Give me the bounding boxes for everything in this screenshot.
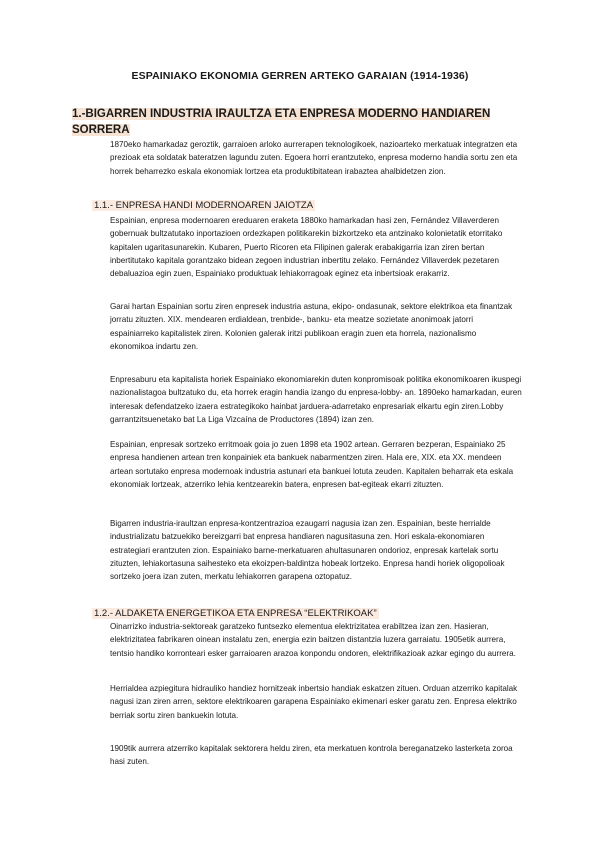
section-1-1-heading: 1.1.- ENPRESA HANDI MODERNOAREN JAIOTZA	[94, 200, 314, 211]
section-1-1-paragraph-2: Garai hartan Espainian sortu ziren enpresek industria astuna, ekipo- ondasunak, sektore elektrikoa eta finantzak jorratu zituzten. XIX. mendearen erdialdean, trenbide-, banku- eta meatze sozietate anonimoak jatorri espainiarreko kapitalistek ziren. Kolonien galerak iritzi publikoan eragin zuen eta horrela, nazionalismo ekonomikoa indartu zen.	[110, 302, 513, 351]
section-1-intro-paragraph: 1870eko hamarkadaz geroztik, garraioen arloko aurrerapen teknologikoek, nazioarteko merkatuak integratzen eta prezioak eta soldatak bateratzen lagundu zuten. Egoera horri erantzuteko, enpresa moderno handia sortu zen eta horrek beharrezko eskala ekonomiak lortzea eta produktibitatean irabaztea ahalbidetzen zion.	[110, 140, 518, 176]
section-1-heading: 1.-BIGARREN INDUSTRIA IRAULTZA ETA ENPRESA MODERNO HANDIAREN SORRERA	[72, 108, 491, 136]
section-1-1-paragraph-1: Espainian, enpresa modernoaren ereduaren eraketa 1880ko hamarkadan hasi zen, Fernández Villaverderen gobernuak bultzatutako inportazioen ordezkapen politikarekin bizkortzeko eta antzinako kolonietatik etorritako kapitalen ugaritasunarekin. Kubaren, Puerto Ricoren eta Filipinen galerak erabakigarria izan ziren bertan inbertitutako kapitala gorantzako bidean zegoen industrian inbertitu zelako. Fernández Villaverdek pezetaren debaluazioa egin zuen, Espainiako produktuak lehiakorragoak eginez eta inbertsioak erakarriz.	[110, 216, 503, 279]
section-1-1-paragraph-3: Enpresaburu eta kapitalista horiek Espainiako ekonomiarekin duten konpromisoak politika ekonomikoaren ikuspegi nazionalistagoa bultzatuko du, eta horrek eragin handia izango du enpresa-lobby- an. 1890eko hamarkadan, euren interesak defendatzeko izaera estrategikoko hainbat jarduera-adarretako enpresariak elkartu egin ziren.Lobby garrantzitsuenetako bat La Liga Vizcaína de Productores (1894) izan zen.	[110, 375, 522, 424]
section-1-2-heading: 1.2.- ALDAKETA ENERGETIKOA ETA ENPRESA “ELEKTRIKOAK”	[94, 608, 377, 619]
document-title: ESPAINIAKO EKONOMIA GERREN ARTEKO GARAIAN (1914-1936)	[131, 70, 469, 82]
section-1-2-paragraph-2: Herrialdea azpiegitura hidrauliko handiez hornitzeak inbertsio handiak eskatzen zituen. Orduan atzerriko kapitalak nagusi izan ziren arren, sektore elektrikoaren garapena Espainiako ekimenari esker garatu zen. Enpresa elektriko berriak sortu ziren bankuekin lotuta.	[110, 684, 518, 720]
section-1-2-paragraph-1: Oinarrizko industria-sektoreak garatzeko funtsezko elementua elektrizitatea erabiltzea izan zen. Hasieran, elektrizitatea fabrikaren oinean instalatu zen, energia ezin baitzen distantzia luzera garraiatu. 1905etik aurrera, tentsio handiko korronteari esker garraioaren arazoa konpondu ondoren, elektrifikazioak azkar egingo du aurrera.	[110, 622, 516, 658]
section-1-2-paragraph-3: 1909tik aurrera atzerriko kapitalak sektorera heldu ziren, eta merkatuen kontrola bereganatzeko lasterketa zoroa hasi zuten.	[110, 744, 513, 767]
section-1-1-paragraph-4: Espainian, enpresak sortzeko erritmoak goia jo zuen 1898 eta 1902 artean. Gerraren bezperan, Espainiako 25 enpresa handienen artean tren konpainiek eta bankuek nabarmentzen ziren. Hala ere, XIX. eta XX. mendeen artean sortutako enpresa modernoak industria astunari eta bankuei lotuta zeuden. Kapitalen beharrak eta eskala ekonomiak lortzeak, atzerriko lehia kentzearekin batera, enpresen bat-egiteak ekarri zituzten.	[110, 440, 514, 489]
section-1-1-paragraph-5: Bigarren industria-iraultzan enpresa-kontzentrazioa ezaugarri nagusia izan zen. Espainian, beste herrialde industrializatu batzuekiko bereizgarri bat enpresa handiaren nagusitasuna zen. Hori eskala-ekonomiaren estrategiari erantzuten zion. Espainiako barne-merkatuaren ahultasunaren ondorioz, enpresak kartelak sortu zituzten, lehiakortasuna saihesteko eta ekoizpen-baldintza hobeak lortzeko. Enpresa handi horiek oligopolioak sortzeko joera izan zuten, merkatu lehiakorren garapena oztopatuz.	[110, 519, 505, 582]
